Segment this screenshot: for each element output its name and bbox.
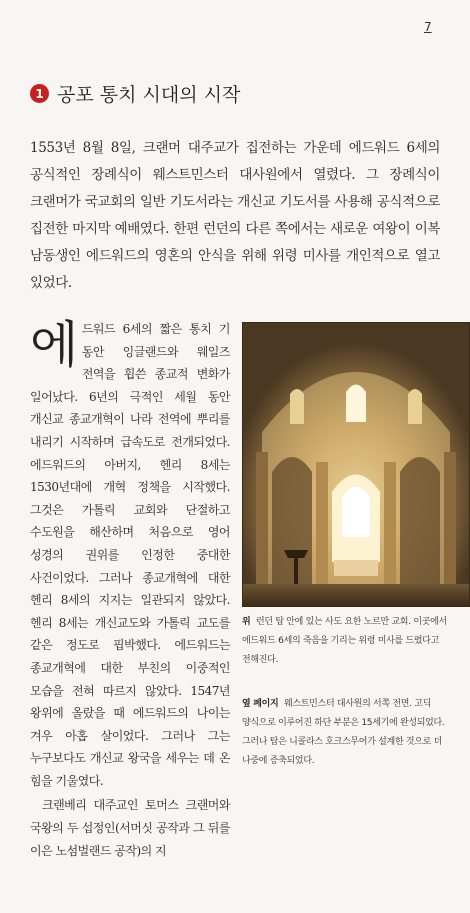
- caption-text-side: 웨스트민스터 대사원의 서쪽 전면. 고딕 양식으로 이루어진 하단 부분은 15세기에 완성되었다. 그러나 탑은 니콜라스 호크스무어가 설계한 것으로 더 나중에 증축되었다.: [242, 699, 445, 766]
- page-number: 7: [424, 20, 432, 34]
- caption-label-top: 위: [242, 617, 251, 627]
- body-paragraph-1-text: 드워드 6세의 짧은 통치 기 동안 잉글랜드와 웨일즈 전역을 휩쓴 종교적 변화가 일어났다. 6년의 극적인 세월 동안 개신교 종교개혁이 나라 전역에 뿌리를 내리기 시작하며 급속도로 전개되었다. 에드워드의 아버지, 헨리 8세는 1530년대에 개혁 정책을 시작했다. 그것은 가톨릭 교회와 단절하고 수도원을 해산하며 처음으로 영어 성경의 권위를 인정한 중대한 사건이었다. 그러나 종교개혁에 대한 헨리 8세의 지지는 일관되지 않았다. 헨리 8세는 개신교도와 가톨릭 교도를 같은 정도로 핍박했다. 에드워드는 종교개혁에 대한 부친의 이중적인 모습을 전혀 따르지 않았다. 1547년 왕위에 올랐을 때 에드워드의 나이는 겨우 아홉 살이었다. 그러나 그는 누구보다도 개신교 왕국을 세우는 데 온 힘을 기울였다.: [30, 322, 230, 788]
- section-title: 공포 통치 시대의 시작: [57, 84, 241, 106]
- photo-caption: [242, 613, 464, 670]
- caption-label-side: 옆 페이지: [242, 699, 279, 709]
- caption-text-top: 런던 탑 안에 있는 사도 요한 노르만 교회. 이곳에서 에드워드 6세의 죽음을 기리는 위령 미사를 드렸다고 전해진다.: [242, 617, 447, 665]
- section-number-badge: 1: [30, 84, 49, 103]
- chapel-interior-illustration: [242, 322, 470, 607]
- chapel-photo: [242, 322, 470, 607]
- section-header: [30, 80, 240, 107]
- body-column: [30, 318, 230, 862]
- lead-paragraph: 1553년 8월 8일, 크랜머 대주교가 집전하는 가운데 에드워드 6세의 공식적인 장례식이 웨스트민스터 대사원에서 열렸다. 그 장례식이 크랜머가 국교회의 일반 기도서라는 개신교 기도서를 사용해 공식적으로 집전한 마지막 예배였다. 한편 런던의 다른 쪽에서는 새로운 여왕이 이복 남동생인 에드워드의 영혼의 안식을 위해 위령 미사를 개인적으로 열고 있었다.: [30, 140, 440, 291]
- body-paragraph-1: [30, 318, 230, 792]
- drop-cap: 에: [30, 316, 78, 374]
- facing-page-caption: [242, 695, 464, 771]
- body-paragraph-2: 크랜베리 대주교인 토머스 크랜머와 국왕의 두 섭정인(서머싯 공작과 그 뒤를 이은 노섬벌랜드 공작)의 지: [30, 798, 230, 858]
